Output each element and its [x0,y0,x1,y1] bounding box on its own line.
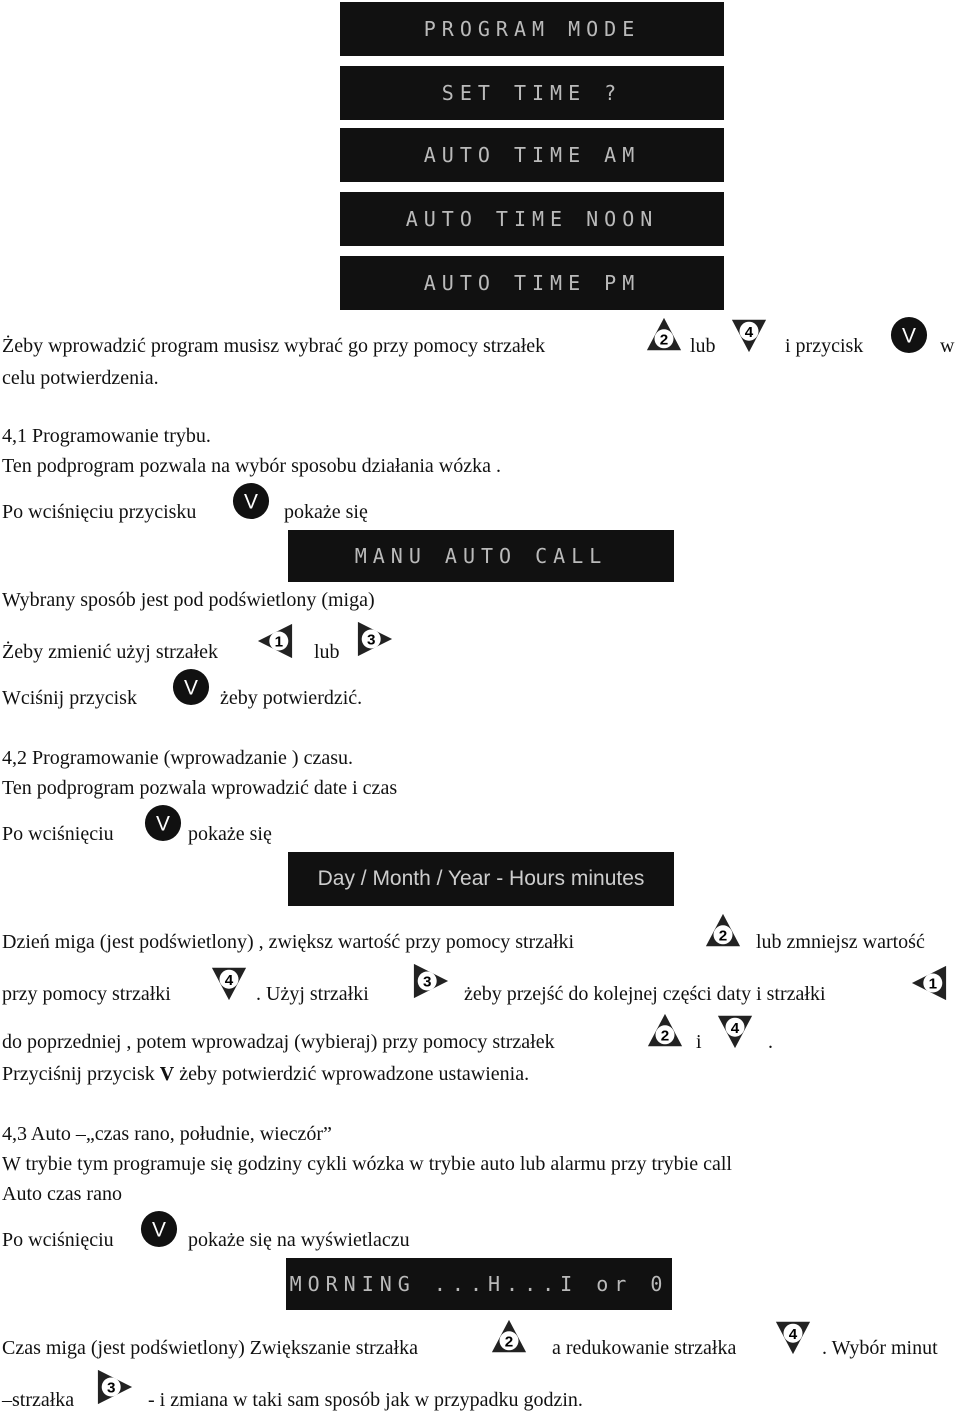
arrow-right-icon [356,620,394,658]
svg-text:4: 4 [730,1019,740,1037]
section-4-1-selected: Wybrany sposób jest pod podświetlony (miga) [2,589,375,611]
section-4-2-line4a: Przyciśnij przycisk [2,1063,155,1085]
section-4-1-show: pokaże się [284,501,368,523]
lcd-date-time: Day / Month / Year - Hours minutes [288,852,674,906]
section-4-3-line2a: –strzałka [2,1389,75,1411]
section-4-3-sub: Auto czas rano [2,1183,122,1205]
section-4-2-press: Po wciśnięciu [2,823,114,845]
arrow-up-icon [490,1318,528,1356]
section-4-3-line1b: a redukowanie strzałka [552,1337,737,1359]
section-4-2-line4 [2,1062,529,1086]
svg-text:3: 3 [106,1379,116,1397]
lcd-set-time: SET TIME ? [340,66,724,120]
section-4-2-line4v: V [159,1063,175,1085]
section-4-3-title: 4,3 Auto –„czas rano, południe, wieczór” [2,1123,332,1145]
section-4-2-line1b: lub zmniejsz wartość [756,931,925,953]
section-4-2-line2b: . Użyj strzałki [256,983,369,1005]
arrow-down-icon [774,1318,812,1356]
arrow-up-icon [645,316,683,354]
confirm-v-icon [172,668,210,706]
svg-text:1: 1 [274,633,284,651]
svg-text:V: V [184,676,198,700]
intro-text: Żeby wprowadzić program musisz wybrać go przy pomocy strzałek [2,335,546,357]
section-4-3-line1a: Czas miga (jest podświetlony) Zwiększanie strzałka [2,1337,418,1359]
svg-text:3: 3 [422,973,432,991]
section-4-2-desc: Ten podprogram pozwala wprowadzić date i czas [2,777,398,799]
section-4-2-line2a: przy pomocy strzałki [2,983,171,1005]
intro-text-2: celu potwierdzenia. [2,367,159,389]
section-4-3-show: pokaże się na wyświetlaczu [188,1229,410,1251]
lcd-auto-time-am: AUTO TIME AM [340,128,724,182]
section-4-2-line1a: Dzień miga (jest podświetlony) , zwiększ wartość przy pomocy strzałki [2,931,575,953]
section-4-3-desc: W trybie tym programuje się godziny cykli wózka w trybie auto lub alarmu przy trybie call [2,1153,732,1175]
section-4-1-desc: Ten podprogram pozwala na wybór sposobu działania wózka . [2,455,502,477]
svg-text:V: V [244,490,258,514]
lcd-mode-select: MANU AUTO CALL [288,530,674,582]
section-4-2-show: pokaże się [188,823,272,845]
arrow-down-icon [210,964,248,1002]
svg-text:3: 3 [366,631,376,649]
confirm-v-icon [144,804,182,842]
section-4-2-line3a: do poprzedniej , potem wprowadzaj (wybieraj) przy pomocy strzałek [2,1031,555,1053]
svg-text:4: 4 [788,1325,798,1343]
svg-text:2: 2 [504,1333,514,1351]
svg-text:4: 4 [224,971,234,989]
section-4-1-title: 4,1 Programowanie trybu. [2,425,211,447]
lcd-auto-time-noon: AUTO TIME NOON [340,192,724,246]
section-4-3-line1c: . Wybór minut [822,1337,938,1359]
section-4-1-change: Żeby zmienić użyj strzałek [2,641,219,663]
lcd-auto-time-pm: AUTO TIME PM [340,256,724,310]
svg-text:1: 1 [928,975,938,993]
svg-text:2: 2 [718,927,728,945]
confirm-v-icon [890,316,928,354]
section-4-2-line3dot: . [768,1031,773,1053]
intro-i: i przycisk [785,335,864,357]
section-4-1-confirm: żeby potwierdzić. [220,687,363,709]
section-4-2-line3i: i [696,1031,702,1053]
confirm-v-icon [140,1210,178,1248]
arrow-right-icon [96,1368,134,1406]
intro-lub: lub [690,335,716,357]
svg-text:V: V [902,324,916,348]
section-4-2-line4b: żeby potwierdzić wprowadzone ustawienia. [179,1063,530,1085]
svg-text:2: 2 [659,331,669,349]
arrow-up-icon [646,1012,684,1050]
svg-text:4: 4 [744,323,754,341]
arrow-down-icon [716,1012,754,1050]
section-4-3-press: Po wciśnięciu [2,1229,114,1251]
arrow-right-icon [412,962,450,1000]
section-4-1-lub: lub [314,641,340,663]
section-4-1-press2: Wciśnij przycisk [2,687,137,709]
arrow-left-icon [256,622,294,660]
section-4-1-press: Po wciśnięciu przycisku [2,501,197,523]
section-4-3-line2b: - i zmiana w taki sam sposób jak w przypadku godzin. [148,1389,583,1411]
lcd-morning: MORNING ...H...I or 0 [286,1258,672,1310]
lcd-program-mode: PROGRAM MODE [340,2,724,56]
svg-text:V: V [156,812,170,836]
arrow-left-icon [910,964,948,1002]
arrow-down-icon [730,316,768,354]
arrow-up-icon [704,912,742,950]
svg-text:V: V [152,1218,166,1242]
section-4-2-line2c: żeby przejść do kolejnej części daty i strzałki [464,983,826,1005]
section-4-2-title: 4,2 Programowanie (wprowadzanie ) czasu. [2,747,353,769]
confirm-v-icon [232,482,270,520]
intro-w: w [940,335,955,357]
svg-text:2: 2 [660,1027,670,1045]
